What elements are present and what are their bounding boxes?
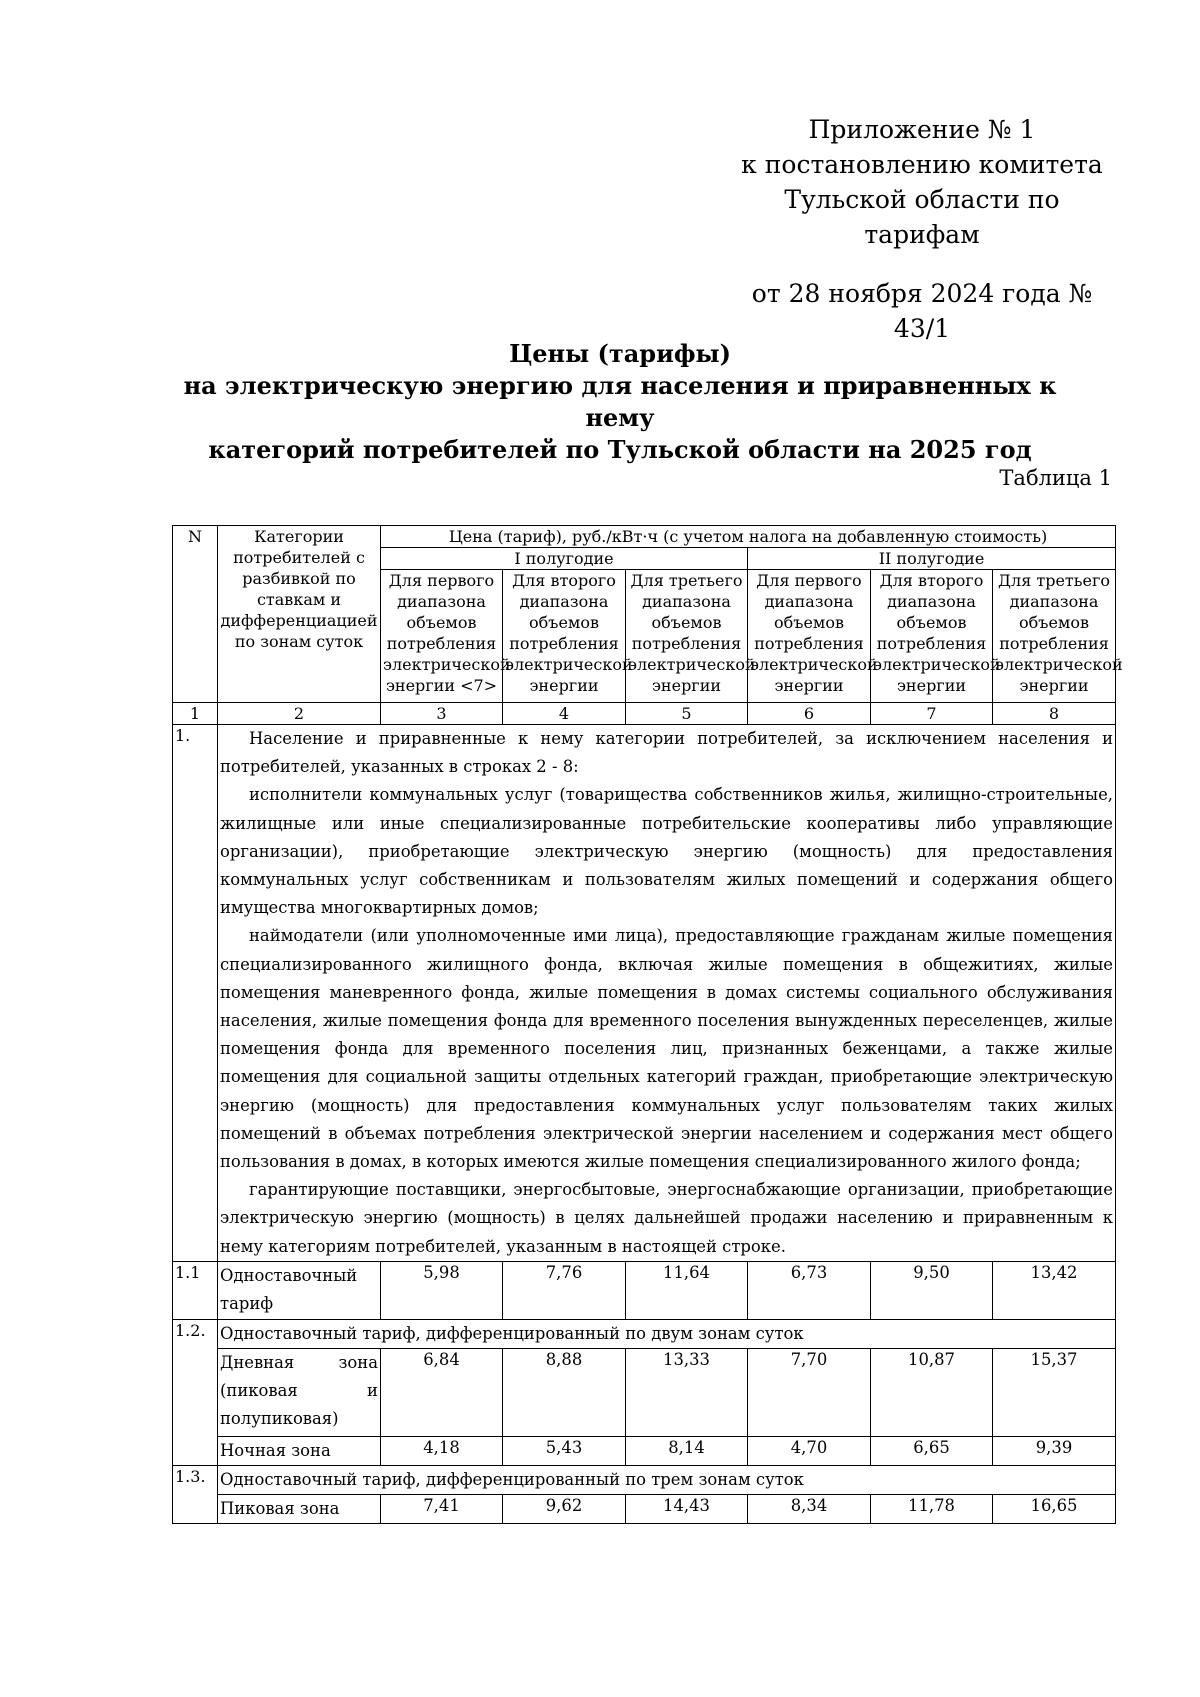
description-paragraph: Население и приравненные к нему категории потребителей, за исключением населения и потребителей, указанных в строках 2 - 8: bbox=[220, 729, 1114, 777]
row-number: 1.2. bbox=[173, 1319, 218, 1465]
header-half-2: II полугодие bbox=[748, 548, 1116, 570]
header-categories: Категории потребителей с разбивкой по ставкам и дифференциацией по зонам суток bbox=[218, 526, 381, 703]
tariff-value: 13,42 bbox=[993, 1261, 1116, 1319]
appendix-line-3: Тульской области по тарифам bbox=[784, 185, 1060, 249]
appendix-header bbox=[732, 112, 1112, 346]
appendix-line-1: Приложение № 1 bbox=[808, 115, 1036, 144]
tariff-table bbox=[172, 525, 1123, 1524]
appendix-line-2: к постановлению комитета bbox=[741, 150, 1103, 179]
tariff-value: 14,43 bbox=[626, 1494, 748, 1523]
description-paragraph: исполнители коммунальных услуг (товарищества собственников жилья, жилищно-строительные, жилищные или иные специализированные потребительские кооперативы либо управляющие организации), приобретающие электрическую энергию (мощность) для предоставления коммунальных услуг собственникам и пользователям жилых помещений и содержания общего имущества многоквартирных домов; bbox=[220, 785, 1114, 918]
tariff-value: 7,70 bbox=[748, 1348, 871, 1436]
row-label: Ночная зона bbox=[218, 1436, 381, 1465]
col-number: 6 bbox=[748, 703, 871, 725]
tariff-value: 9,62 bbox=[503, 1494, 626, 1523]
tariff-value: 4,18 bbox=[381, 1436, 503, 1465]
tariff-value: 6,84 bbox=[381, 1348, 503, 1436]
row-1-3-title bbox=[173, 1465, 1116, 1494]
col-number: 7 bbox=[871, 703, 993, 725]
header-col-8: Для третьего диапазона объемов потребления электрической энергии bbox=[993, 570, 1116, 703]
tariff-value: 11,64 bbox=[626, 1261, 748, 1319]
col-number: 1 bbox=[173, 703, 218, 725]
row-label: Пиковая зона bbox=[218, 1494, 381, 1523]
row-subheading: Одноставочный тариф, дифференцированный по трем зонам суток bbox=[218, 1465, 1116, 1494]
tariff-value: 9,50 bbox=[871, 1261, 993, 1319]
description-paragraph: гарантирующие поставщики, энергосбытовые, энергоснабжающие организации, приобретающие электрическую энергию (мощность) в целях дальнейшей продажи населению и приравненным к нему категориям потребителей, указанным в настоящей строке. bbox=[220, 1180, 1114, 1256]
row-1-1 bbox=[173, 1261, 1116, 1319]
title-line-2: на электрическую энергию для населения и приравненных к нему bbox=[183, 371, 1057, 432]
description-paragraph: наймодатели (или уполномоченные ими лица), предоставляющие гражданам жилые помещения специализированного жилищного фонда, включая жилые помещения в общежитиях, жилые помещения маневренного фонда, жилые помещения в домах системы социального обслуживания населения, жилые помещения фонда для временного поселения вынужденных переселенцев, жилые помещения фонда для временного поселения лиц, признанных беженцами, а также жилые помещения для социальной защиты отдельных категорий граждан, приобретающие электрическую энергию (мощность) для предоставления коммунальных услуг пользователям таких жилых помещений в объемах потребления электрической энергии населением и содержания мест общего пользования в домах, в которых имеются жилые помещения специализированного жилого фонда; bbox=[220, 926, 1114, 1172]
header-half-1: I полугодие bbox=[381, 548, 748, 570]
title-line-1: Цены (тарифы) bbox=[509, 339, 731, 368]
tariff-value: 11,78 bbox=[871, 1494, 993, 1523]
header-col-4: Для второго диапазона объемов потребления электрической энергии bbox=[503, 570, 626, 703]
row-1-2-night bbox=[173, 1436, 1116, 1465]
col-number: 5 bbox=[626, 703, 748, 725]
row-number: 1.1 bbox=[173, 1261, 218, 1319]
title-line-3: категорий потребителей по Тульской области на 2025 год bbox=[208, 435, 1032, 464]
table-label: Таблица 1 bbox=[999, 466, 1112, 490]
header-col-3: Для первого диапазона объемов потребления электрической энергии <7> bbox=[381, 570, 503, 703]
header-n: N bbox=[173, 526, 218, 703]
tariff-value: 7,76 bbox=[503, 1261, 626, 1319]
column-number-row bbox=[173, 703, 1116, 725]
row-1-2-day bbox=[173, 1348, 1116, 1436]
tariff-value: 9,39 bbox=[993, 1436, 1116, 1465]
row-number: 1.3. bbox=[173, 1465, 218, 1523]
header-col-5: Для третьего диапазона объемов потребления электрической энергии bbox=[626, 570, 748, 703]
tariff-value: 8,14 bbox=[626, 1436, 748, 1465]
section-1-row bbox=[173, 725, 1116, 1262]
col-number: 8 bbox=[993, 703, 1116, 725]
col-number: 4 bbox=[503, 703, 626, 725]
row-number: 1. bbox=[173, 725, 218, 1262]
tariff-value: 5,43 bbox=[503, 1436, 626, 1465]
tariff-value: 16,65 bbox=[993, 1494, 1116, 1523]
tariff-value: 10,87 bbox=[871, 1348, 993, 1436]
col-number: 3 bbox=[381, 703, 503, 725]
row-subheading: Одноставочный тариф, дифференцированный по двум зонам суток bbox=[218, 1319, 1116, 1348]
tariff-value: 8,88 bbox=[503, 1348, 626, 1436]
appendix-date: от 28 ноября 2024 года № 43/1 bbox=[751, 279, 1093, 343]
col-number: 2 bbox=[218, 703, 381, 725]
header-price: Цена (тариф), руб./кВт·ч (с учетом налога на добавленную стоимость) bbox=[381, 526, 1116, 548]
row-label: Одноставочный тариф bbox=[218, 1261, 381, 1319]
tariff-value: 6,73 bbox=[748, 1261, 871, 1319]
document-title bbox=[160, 338, 1080, 466]
tariff-value: 7,41 bbox=[381, 1494, 503, 1523]
row-1-2-title bbox=[173, 1319, 1116, 1348]
header-col-6: Для первого диапазона объемов потребления электрической энергии bbox=[748, 570, 871, 703]
tariff-value: 5,98 bbox=[381, 1261, 503, 1319]
tariff-value: 6,65 bbox=[871, 1436, 993, 1465]
row-1-3-peak bbox=[173, 1494, 1116, 1523]
header-col-7: Для второго диапазона объемов потребления электрической энергии bbox=[871, 570, 993, 703]
tariff-value: 15,37 bbox=[993, 1348, 1116, 1436]
tariff-value: 13,33 bbox=[626, 1348, 748, 1436]
row-label: Дневная зона (пиковая и полупиковая) bbox=[218, 1348, 381, 1436]
tariff-value: 8,34 bbox=[748, 1494, 871, 1523]
tariff-value: 4,70 bbox=[748, 1436, 871, 1465]
section-1-description bbox=[218, 725, 1116, 1262]
